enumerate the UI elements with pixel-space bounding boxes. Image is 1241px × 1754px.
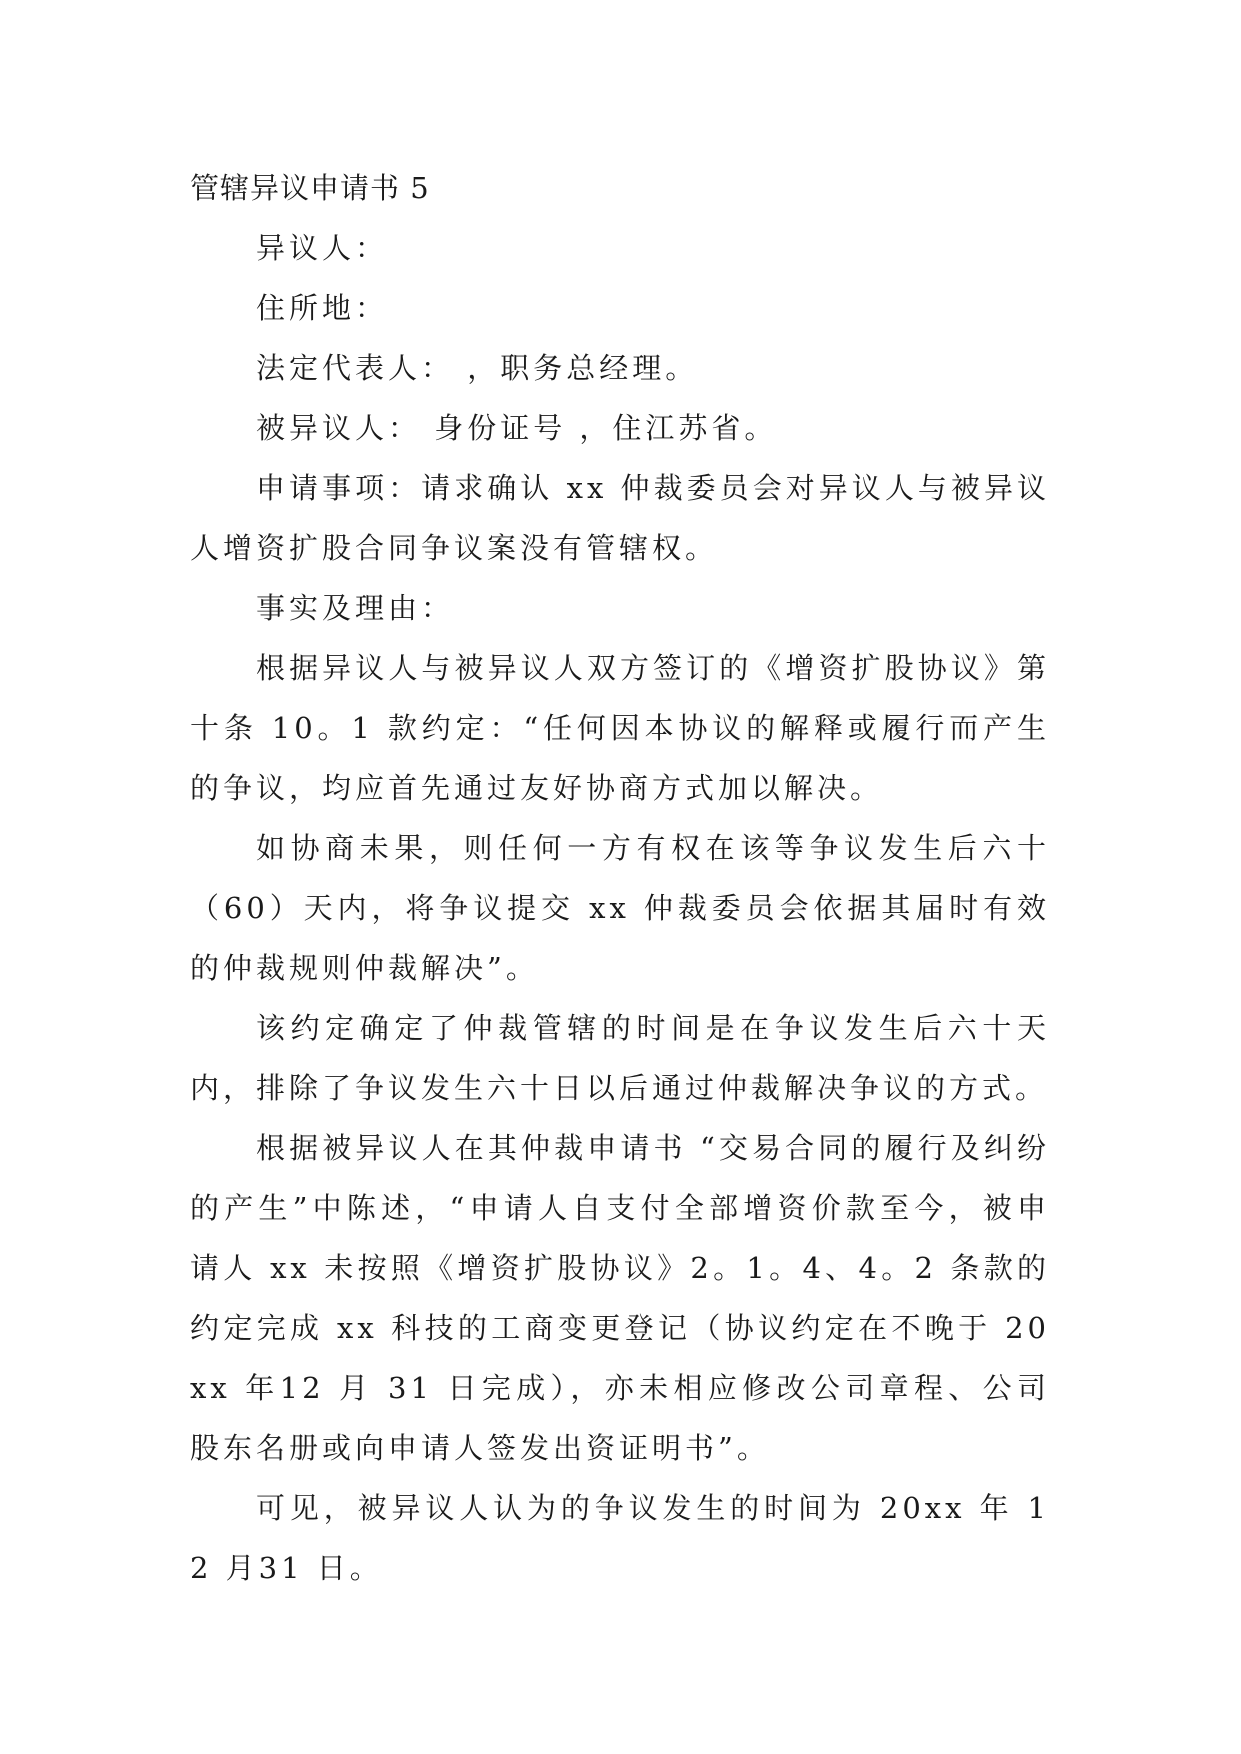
paragraph-legal-representative: 法定代表人： ，职务总经理。 <box>256 351 699 385</box>
paragraph-domicile: 住所地： <box>256 291 389 325</box>
paragraph-time-limit: 该约定确定了仲裁管辖的时间是在争议发生后六十天内，排除了争议发生六十日以后通过仲裁解决争议的方式。 <box>190 1011 1050 1105</box>
paragraph-arbitration-clause: 如协商未果，则任何一方有权在该等争议发生后六十（60）天内，将争议提交 xx 仲裁委员会依据其届时有效的仲裁规则仲裁解决”。 <box>190 831 1050 985</box>
paragraph-application-statement: 根据被异议人在其仲裁申请书 “交易合同的履行及纠纷的产生”中陈述，“申请人自支付全部增资价款至今，被申请人 xx 未按照《增资扩股协议》2。1。4、4。2 条款的约定完成 xx 科技的工商变更登记（协议约定在不晚于 20xx 年12 月 31 日完成），亦未相应修改公司章程、公司股东名册或向申请人签发出资证明书”。 <box>190 1131 1050 1465</box>
paragraph-objector: 异议人： <box>256 231 389 265</box>
paragraph-request: 申请事项：请求确认 xx 仲裁委员会对异议人与被异议人增资扩股合同争议案没有管辖权。 <box>190 471 1050 565</box>
document-title: 管辖异议申请书 5 <box>190 171 430 205</box>
paragraph-conclusion: 可见，被异议人认为的争议发生的时间为 20xx 年 12 月31 日。 <box>190 1491 1050 1585</box>
document-body <box>190 158 1050 1598</box>
paragraph-respondent: 被异议人： 身份证号 ，住江苏省。 <box>256 411 778 445</box>
paragraph-facts-heading: 事实及理由： <box>256 591 455 625</box>
paragraph-agreement-clause: 根据异议人与被异议人双方签订的《增资扩股协议》第十条 10。1 款约定：“任何因本协议的解释或履行而产生的争议，均应首先通过友好协商方式加以解决。 <box>190 651 1050 805</box>
